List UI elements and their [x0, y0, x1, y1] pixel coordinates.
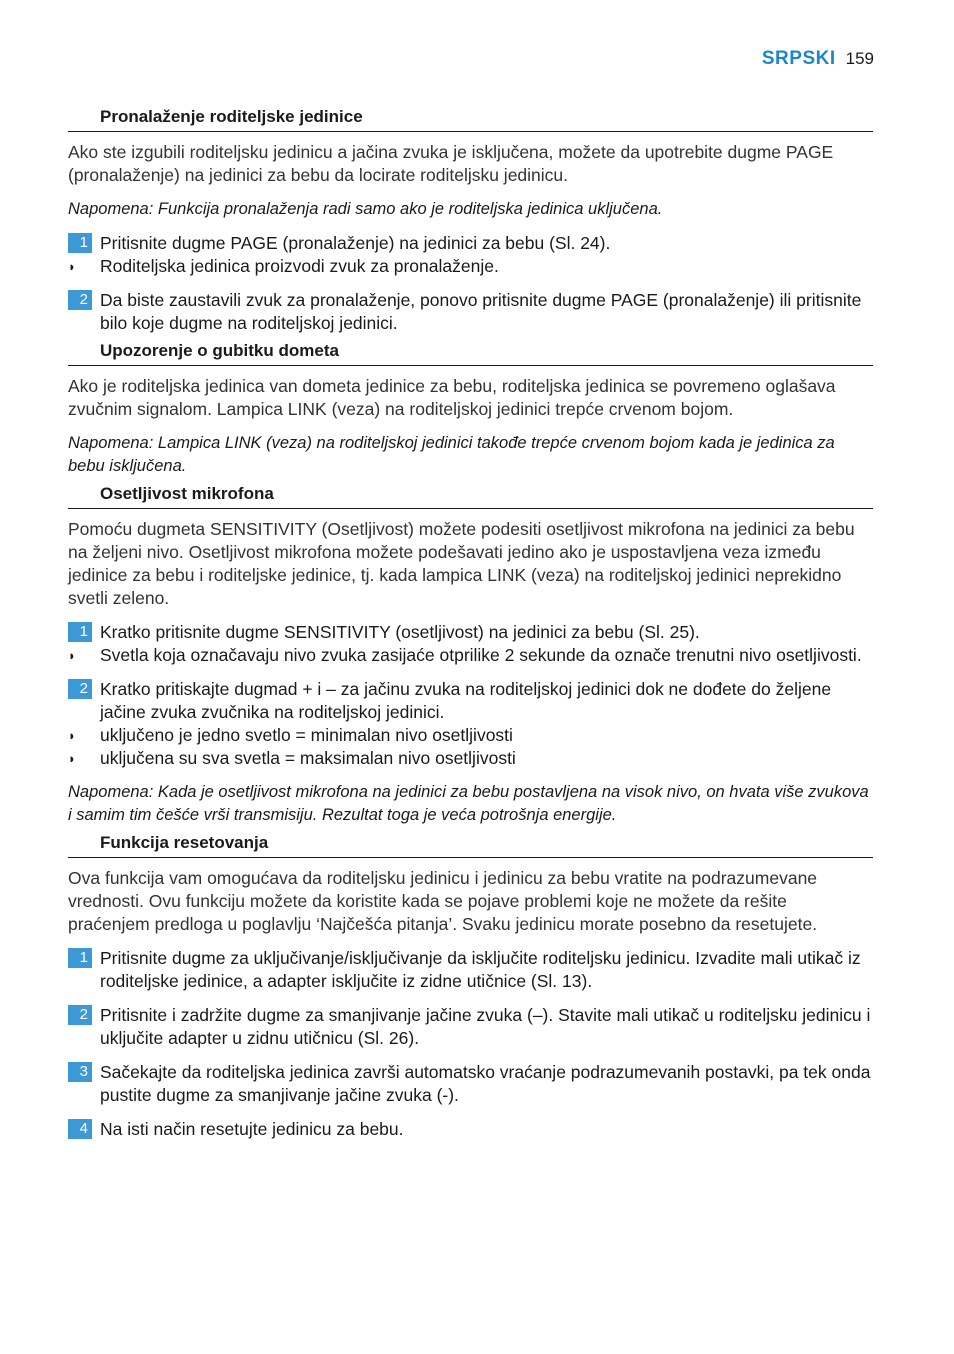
bullet-text: Roditeljska jedinica proizvodi zvuk za pronalaženje.: [100, 256, 499, 276]
step: [68, 947, 873, 993]
section-note: Napomena: Kada je osetljivost mikrofona na jedinici za bebu postavljena na visok nivo, on hvata više zvukova i samim tim češće vrši transmisiju. Rezultat toga je veća potrošnja energije.: [68, 783, 869, 824]
step: [68, 1061, 873, 1107]
bullet-arrow-icon: ◗: [68, 728, 76, 743]
page-header: [762, 48, 874, 70]
step-number: 4: [68, 1119, 92, 1139]
step: [68, 621, 873, 644]
step-text: Na isti način resetujte jedinicu za bebu.: [100, 1119, 404, 1139]
section-out-of-range-warning: [68, 339, 873, 478]
bullet-arrow-icon: ◗: [68, 648, 76, 663]
step: [68, 678, 873, 724]
section-note: Napomena: Lampica LINK (veza) na roditeljskoj jedinici takođe trepće crvenom bojom kada je jedinica za bebu isključena.: [68, 434, 835, 475]
step-text: Sačekajte da roditeljska jedinica završi automatsko vraćanje podrazumevanih postavki, pa tek onda pustite dugme za smanjivanje jačine zvuka (-).: [100, 1062, 871, 1105]
section-body: Pomoću dugmeta SENSITIVITY (Osetljivost) možete podesiti osetljivost mikrofona na jedinici za bebu na željeni nivo. Osetljivost mikrofona možete podešavati jedino ako je uspostavljena veza između jedinice za bebu i roditeljske jedinice, tj. kada lampica LINK (veza) na roditeljskoj jedinici neprekidno svetli zeleno.: [68, 519, 855, 608]
step-number: 1: [68, 233, 92, 253]
step: [68, 289, 873, 335]
section-title: Osetljivost mikrofona: [68, 482, 873, 509]
section-microphone-sensitivity: [68, 482, 873, 827]
step-number: 1: [68, 948, 92, 968]
section-title: Funkcija resetovanja: [68, 831, 873, 858]
step-text: Pritisnite dugme za uključivanje/isključivanje da isključite roditeljsku jedinicu. Izvadite mali utikač iz roditeljske jedinice, a adapter isključite iz zidne utičnice (Sl. 13).: [100, 948, 861, 991]
step-text: Da biste zaustavili zvuk za pronalaženje, ponovo pritisnite dugme PAGE (pronalaženje) ili pritisnite bilo koje dugme na roditeljskoj jedinici.: [100, 290, 862, 333]
section-title: Pronalaženje roditeljske jedinice: [68, 105, 873, 132]
step-text: Pritisnite dugme PAGE (pronalaženje) na jedinici za bebu (Sl. 24).: [100, 233, 611, 253]
step-number: 2: [68, 679, 92, 699]
step: [68, 232, 873, 255]
step-number: 3: [68, 1062, 92, 1082]
bullet-item: [68, 255, 873, 278]
section-note: Napomena: Funkcija pronalaženja radi samo ako je roditeljska jedinica uključena.: [68, 200, 663, 218]
bullet-text: uključeno je jedno svetlo = minimalan nivo osetljivosti: [100, 725, 513, 745]
bullet-arrow-icon: ◗: [68, 751, 76, 766]
step-text: Pritisnite i zadržite dugme za smanjivanje jačine zvuka (–). Stavite mali utikač u roditeljsku jedinicu i uključite adapter u zidnu utičnicu (Sl. 26).: [100, 1005, 871, 1048]
bullet-item: [68, 747, 873, 770]
page-content: [68, 105, 873, 1141]
step-text: Kratko pritisnite dugme SENSITIVITY (osetljivost) na jedinici za bebu (Sl. 25).: [100, 622, 700, 642]
language-label: SRPSKI: [761, 48, 836, 69]
step-number: 1: [68, 622, 92, 642]
bullet-item: [68, 644, 873, 667]
bullet-text: Svetla koja označavaju nivo zvuka zasijaće otprilike 2 sekunde da označe trenutni nivo osetljivosti.: [100, 645, 862, 665]
section-finding-parent-unit: [68, 105, 873, 335]
bullet-arrow-icon: ◗: [68, 259, 76, 274]
step: [68, 1118, 873, 1141]
bullet-text: uključena su sva svetla = maksimalan nivo osetljivosti: [100, 748, 516, 768]
section-body: Ako je roditeljska jedinica van dometa jedinice za bebu, roditeljska jedinica se povremeno oglašava zvučnim signalom. Lampica LINK (veza) na roditeljskoj jedinici trepće crvenom bojom.: [68, 376, 836, 419]
section-reset-function: [68, 831, 873, 1141]
step-number: 2: [68, 1005, 92, 1025]
step-text: Kratko pritiskajte dugmad + i – za jačinu zvuka na roditeljskoj jedinici dok ne dođete do željene jačine zvuka zvučnika na roditeljskoj jedinici.: [100, 679, 832, 722]
section-title: Upozorenje o gubitku dometa: [68, 339, 873, 366]
step-number: 2: [68, 290, 92, 310]
bullet-item: [68, 724, 873, 747]
page-number: 159: [845, 49, 874, 68]
section-body: Ova funkcija vam omogućava da roditeljsku jedinicu i jedinicu za bebu vratite na podrazumevane vrednosti. Ovu funkciju možete da koristite kada se pojave problemi koje ne možete da rešite praćenjem predloga u poglavlju ‘Najčešća pitanja’. Svaku jedinicu morate posebno da resetujete.: [68, 868, 818, 934]
section-body: Ako ste izgubili roditeljsku jedinicu a jačina zvuka je isključena, možete da upotrebite dugme PAGE (pronalaženje) na jedinici za bebu da locirate roditeljsku jedinicu.: [68, 142, 834, 185]
step: [68, 1004, 873, 1050]
